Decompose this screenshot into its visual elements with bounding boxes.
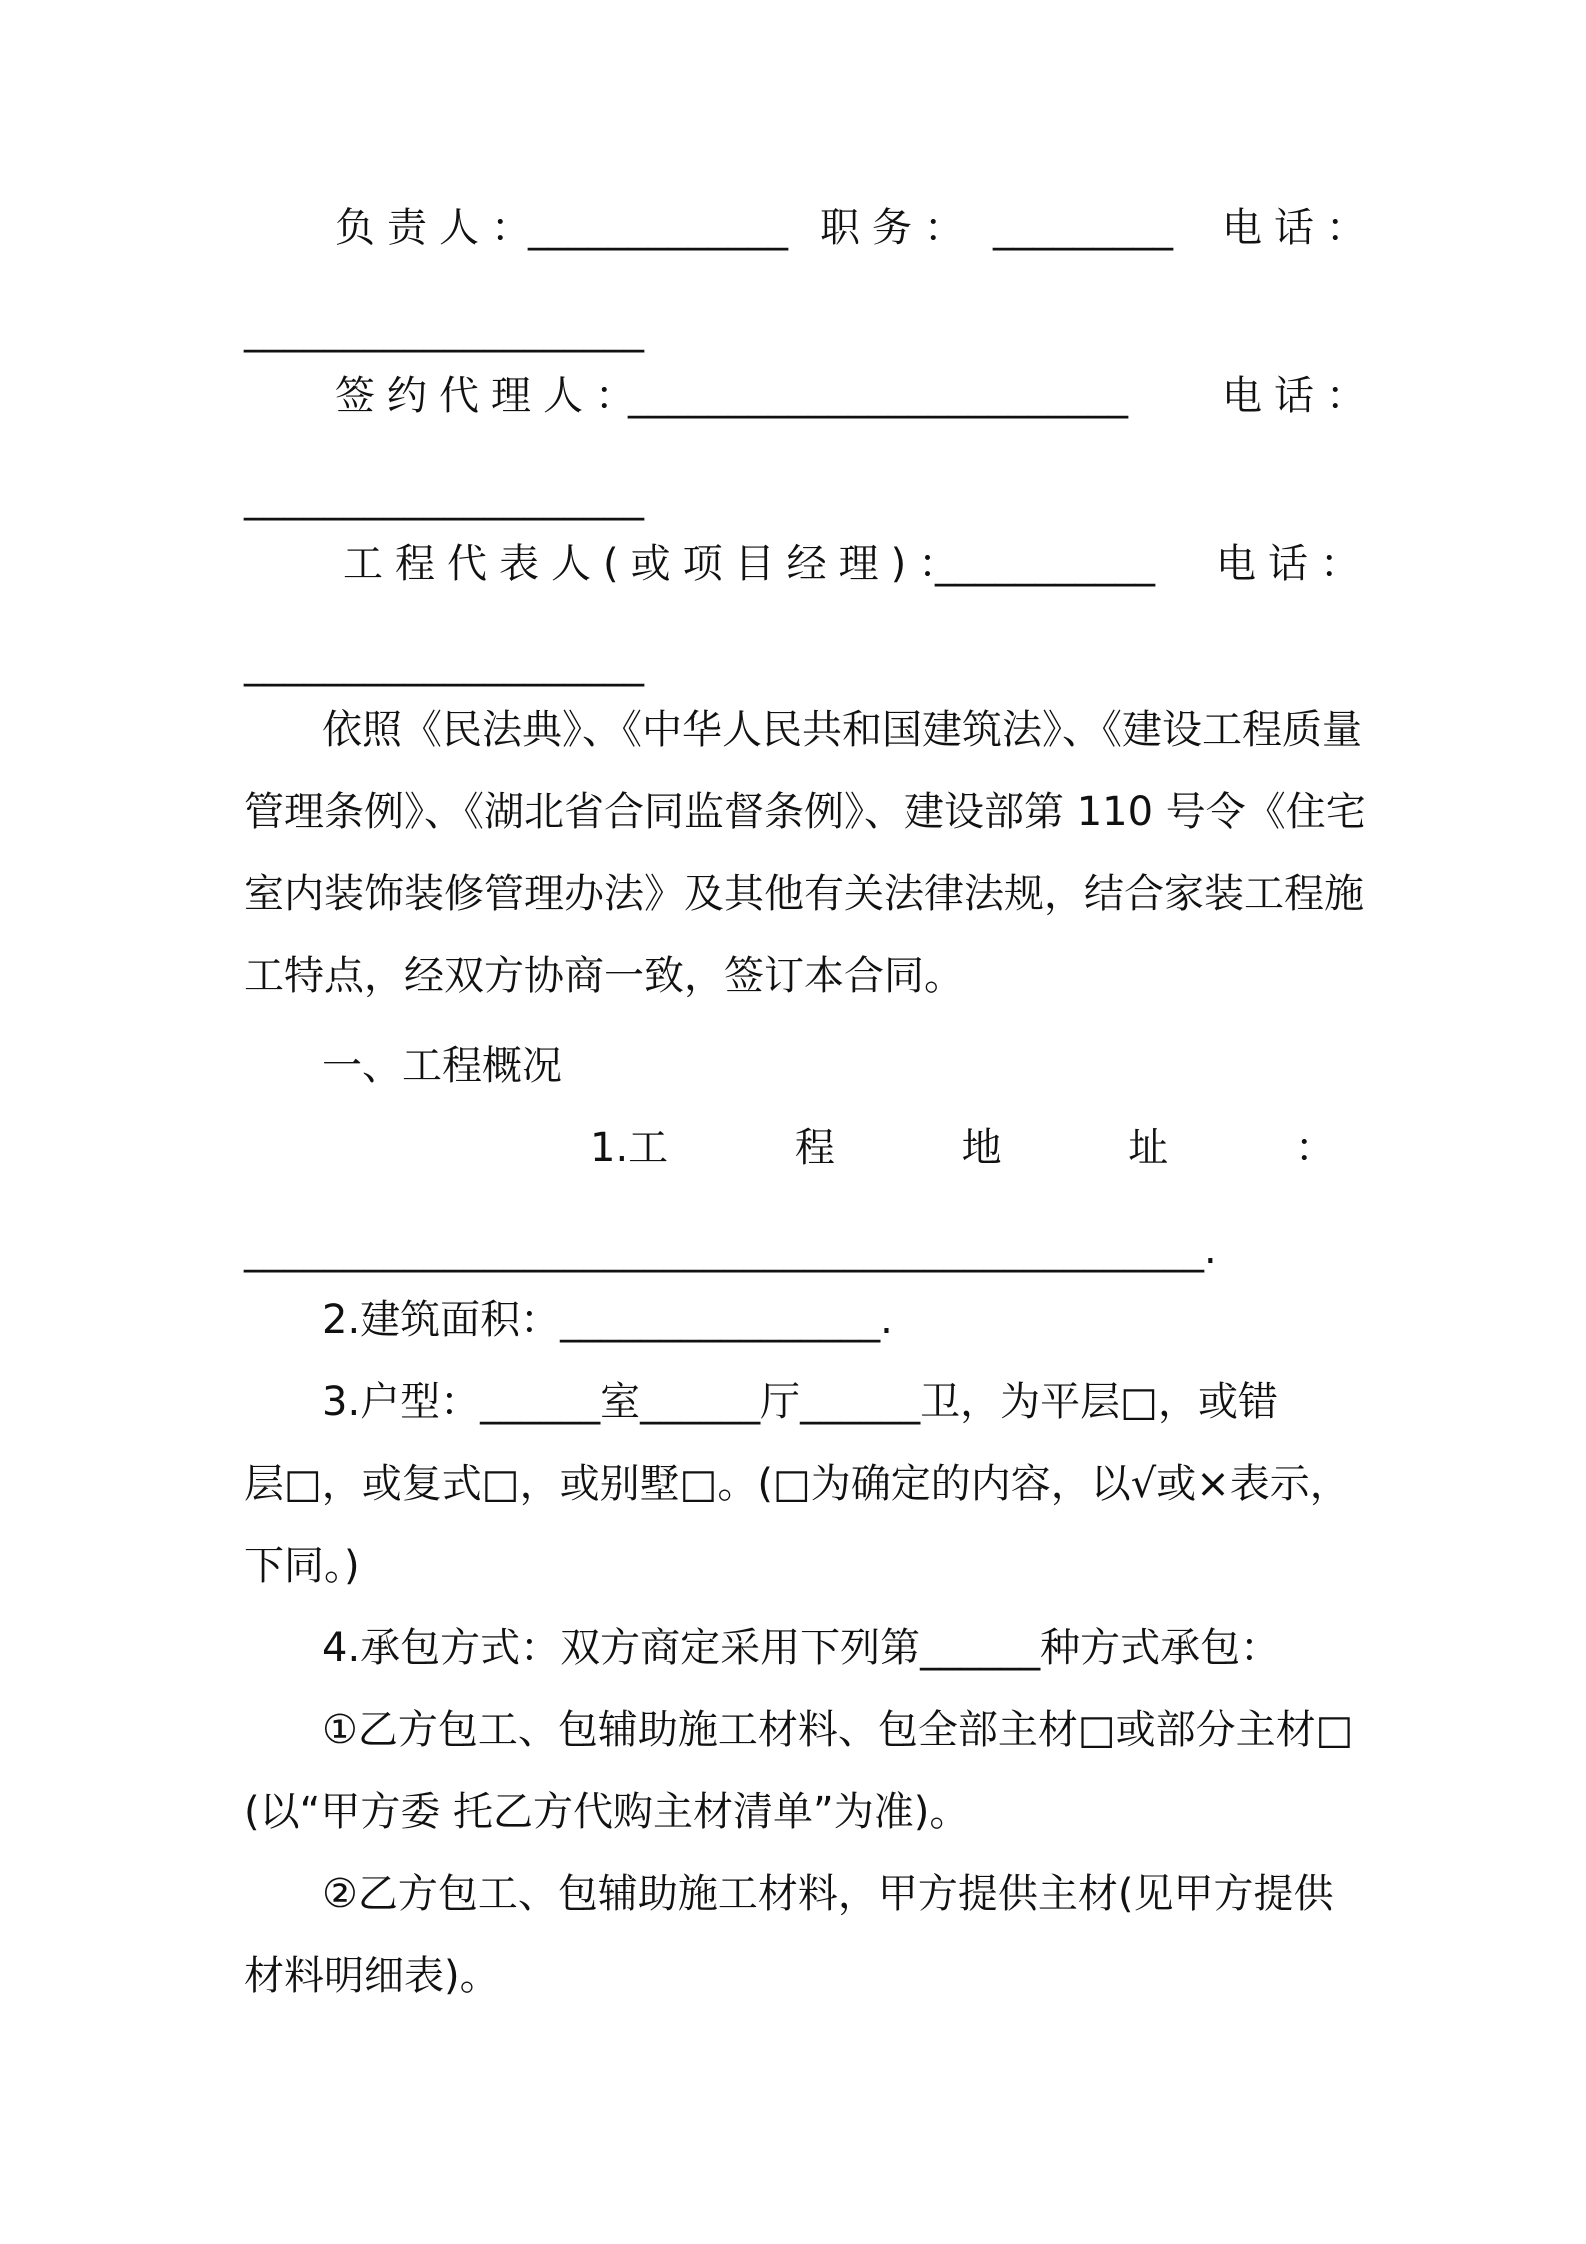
address-char-4: 址 bbox=[1128, 1125, 1169, 1171]
project-address-blank: ________________________________________________. bbox=[244, 1227, 1217, 1273]
address-char-1: 1.工 bbox=[590, 1125, 669, 1171]
responsible-person-label: 负责人： bbox=[335, 205, 543, 251]
intro-line-2: 管理条例》、《湖北省合同监督条例》、建设部第 110 号令《住宅 bbox=[244, 789, 1366, 835]
house-type-line-3: 下同。) bbox=[244, 1543, 360, 1589]
agent-label: 签约代理人： bbox=[335, 373, 647, 419]
option-1-line-1: ①乙方包工、包辅助施工材料、包全部主材□或部分主材□ bbox=[322, 1707, 1354, 1753]
responsible-person-blank: _____________ bbox=[528, 205, 788, 251]
section-1-heading: 一、工程概况 bbox=[322, 1043, 562, 1089]
option-1-line-2: (以“甲方委 托乙方代购主材清单”为准)。 bbox=[244, 1789, 970, 1835]
intro-line-4: 工特点，经双方协商一致，签订本合同。 bbox=[244, 953, 964, 999]
phone-blank-3: ____________________ bbox=[244, 641, 644, 687]
phone-blank-1: ____________________ bbox=[244, 307, 644, 353]
phone-label-3: 电话： bbox=[1216, 541, 1372, 587]
address-char-3: 地 bbox=[961, 1125, 1002, 1171]
position-blank: _________ bbox=[993, 205, 1173, 251]
address-char-2: 程 bbox=[794, 1125, 835, 1171]
intro-line-1: 依照《民法典》、《中华人民共和国建筑法》、《建设工程质量 bbox=[322, 707, 1362, 753]
phone-label-2: 电话： bbox=[1222, 373, 1378, 419]
address-char-5: ： bbox=[1294, 1125, 1335, 1171]
intro-line-3: 室内装饰装修管理办法》及其他有关法律法规，结合家装工程施 bbox=[244, 871, 1364, 917]
option-2-line-2: 材料明细表)。 bbox=[244, 1953, 500, 1999]
house-type-line-1: 3.户型：______室______厅______卫，为平层□，或错 bbox=[322, 1379, 1278, 1425]
option-2-line-1: ②乙方包工、包辅助施工材料，甲方提供主材(见甲方提供 bbox=[322, 1871, 1334, 1917]
agent-blank: _________________________ bbox=[628, 373, 1128, 419]
project-address-label bbox=[590, 1120, 1335, 1176]
project-rep-label: 工程代表人(或项目经理)： bbox=[343, 541, 971, 587]
house-type-line-2: 层□，或复式□，或别墅□。(□为确定的内容，以√或×表示， bbox=[244, 1461, 1350, 1507]
building-area-line: 2.建筑面积：________________. bbox=[322, 1297, 893, 1343]
project-rep-blank: ___________ bbox=[935, 541, 1155, 587]
position-label: 职务： bbox=[820, 205, 976, 251]
contract-method-line: 4.承包方式：双方商定采用下列第______种方式承包： bbox=[322, 1625, 1281, 1671]
phone-label-1: 电话： bbox=[1222, 205, 1378, 251]
phone-blank-2: ____________________ bbox=[244, 475, 644, 521]
